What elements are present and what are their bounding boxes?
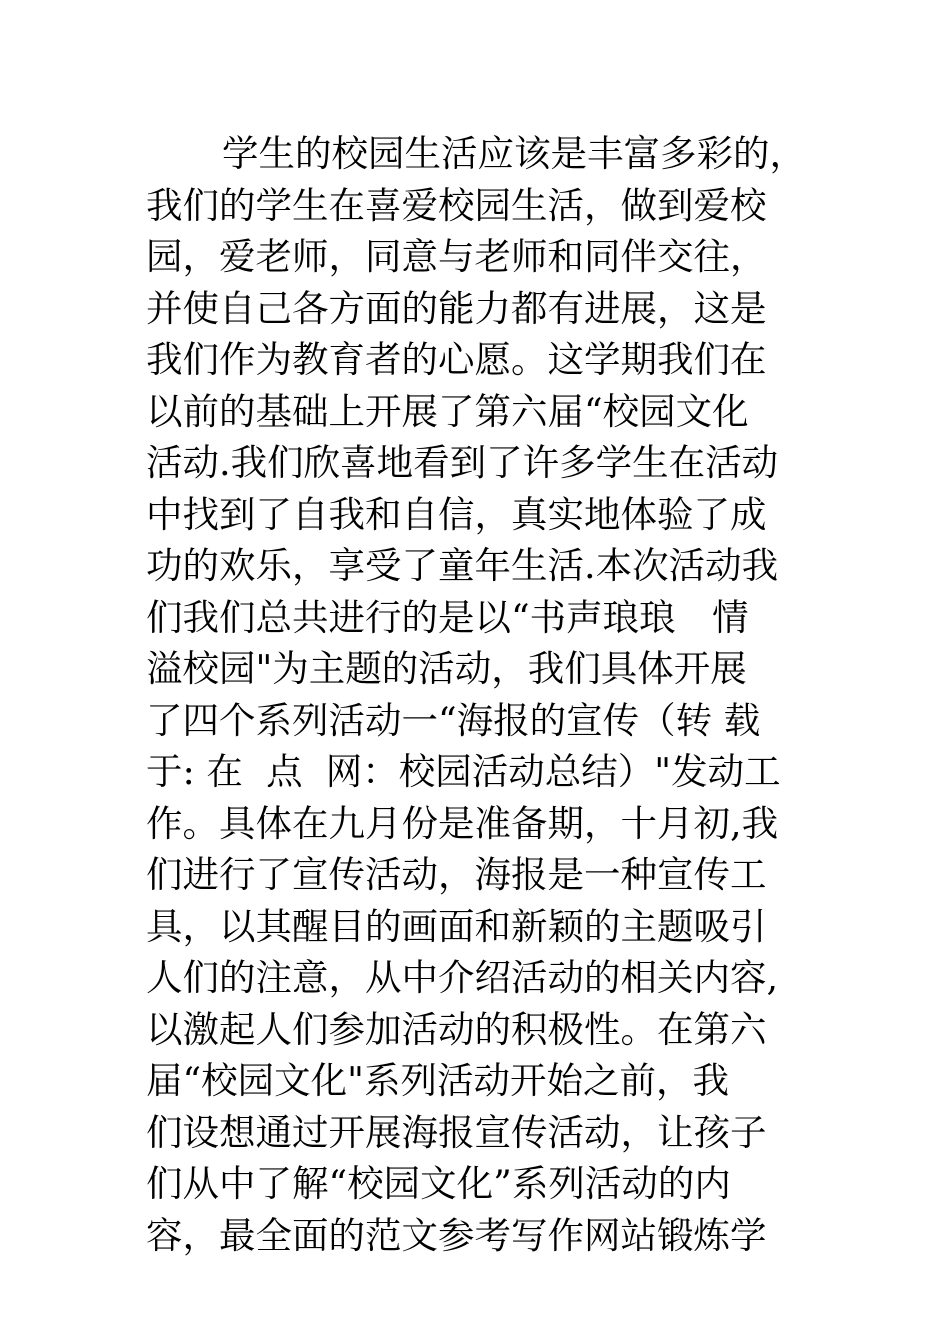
text-line: 了四个系列活动一“海报的宣传（转 载 bbox=[146, 698, 761, 742]
text-line: 中找到了自我和自信，真实地体验了成 bbox=[146, 492, 767, 536]
text-line: 以前的基础上开展了第六届“校园文化 bbox=[146, 389, 749, 433]
body-paragraph bbox=[146, 128, 816, 1261]
text-line: 作。具体在九月份是准备期，十月初,我 bbox=[146, 801, 779, 845]
text-line: 们我们总共进行的是以“书声琅琅 情 bbox=[146, 595, 749, 639]
text-line: 溢校园"为主题的活动，我们具体开展 bbox=[146, 647, 747, 690]
text-line: 容，最全面的范文参考写作网站锻炼学 bbox=[146, 1213, 767, 1257]
text-line: 学生的校园生活应该是丰富多彩的， bbox=[222, 132, 806, 175]
text-line: 活动.我们欣喜地看到了许多学生在活动 bbox=[146, 441, 779, 484]
text-line: 届“校园文化"系列活动开始之前，我 bbox=[146, 1059, 729, 1102]
text-line: 于: 在 点 网：校园活动总结）"发动工 bbox=[146, 750, 781, 793]
text-line: 我们作为教育者的心愿。这学期我们在 bbox=[146, 338, 767, 381]
text-line: 具，以其醒目的画面和新颖的主题吸引 bbox=[146, 904, 767, 948]
text-line: 们设想通过开展海报宣传活动，让孩子 bbox=[146, 1110, 767, 1154]
text-line: 我们的学生在喜爱校园生活，做到爱校 bbox=[146, 183, 767, 227]
text-line: 们从中了解“校园文化”系列活动的内 bbox=[146, 1162, 731, 1205]
text-line: 功的欢乐，享受了童年生活.本次活动我 bbox=[146, 544, 779, 587]
text-line: 园，爱老师，同意与老师和同伴交往， bbox=[146, 235, 767, 278]
text-line: 并使自己各方面的能力都有进展，这是 bbox=[146, 286, 767, 330]
text-line: 人们的注意，从中介绍活动的相关内容, bbox=[146, 956, 779, 999]
text-line: 以激起人们参加活动的积极性。在第六 bbox=[146, 1007, 767, 1051]
text-line: 们进行了宣传活动，海报是一种宣传工 bbox=[146, 853, 767, 896]
